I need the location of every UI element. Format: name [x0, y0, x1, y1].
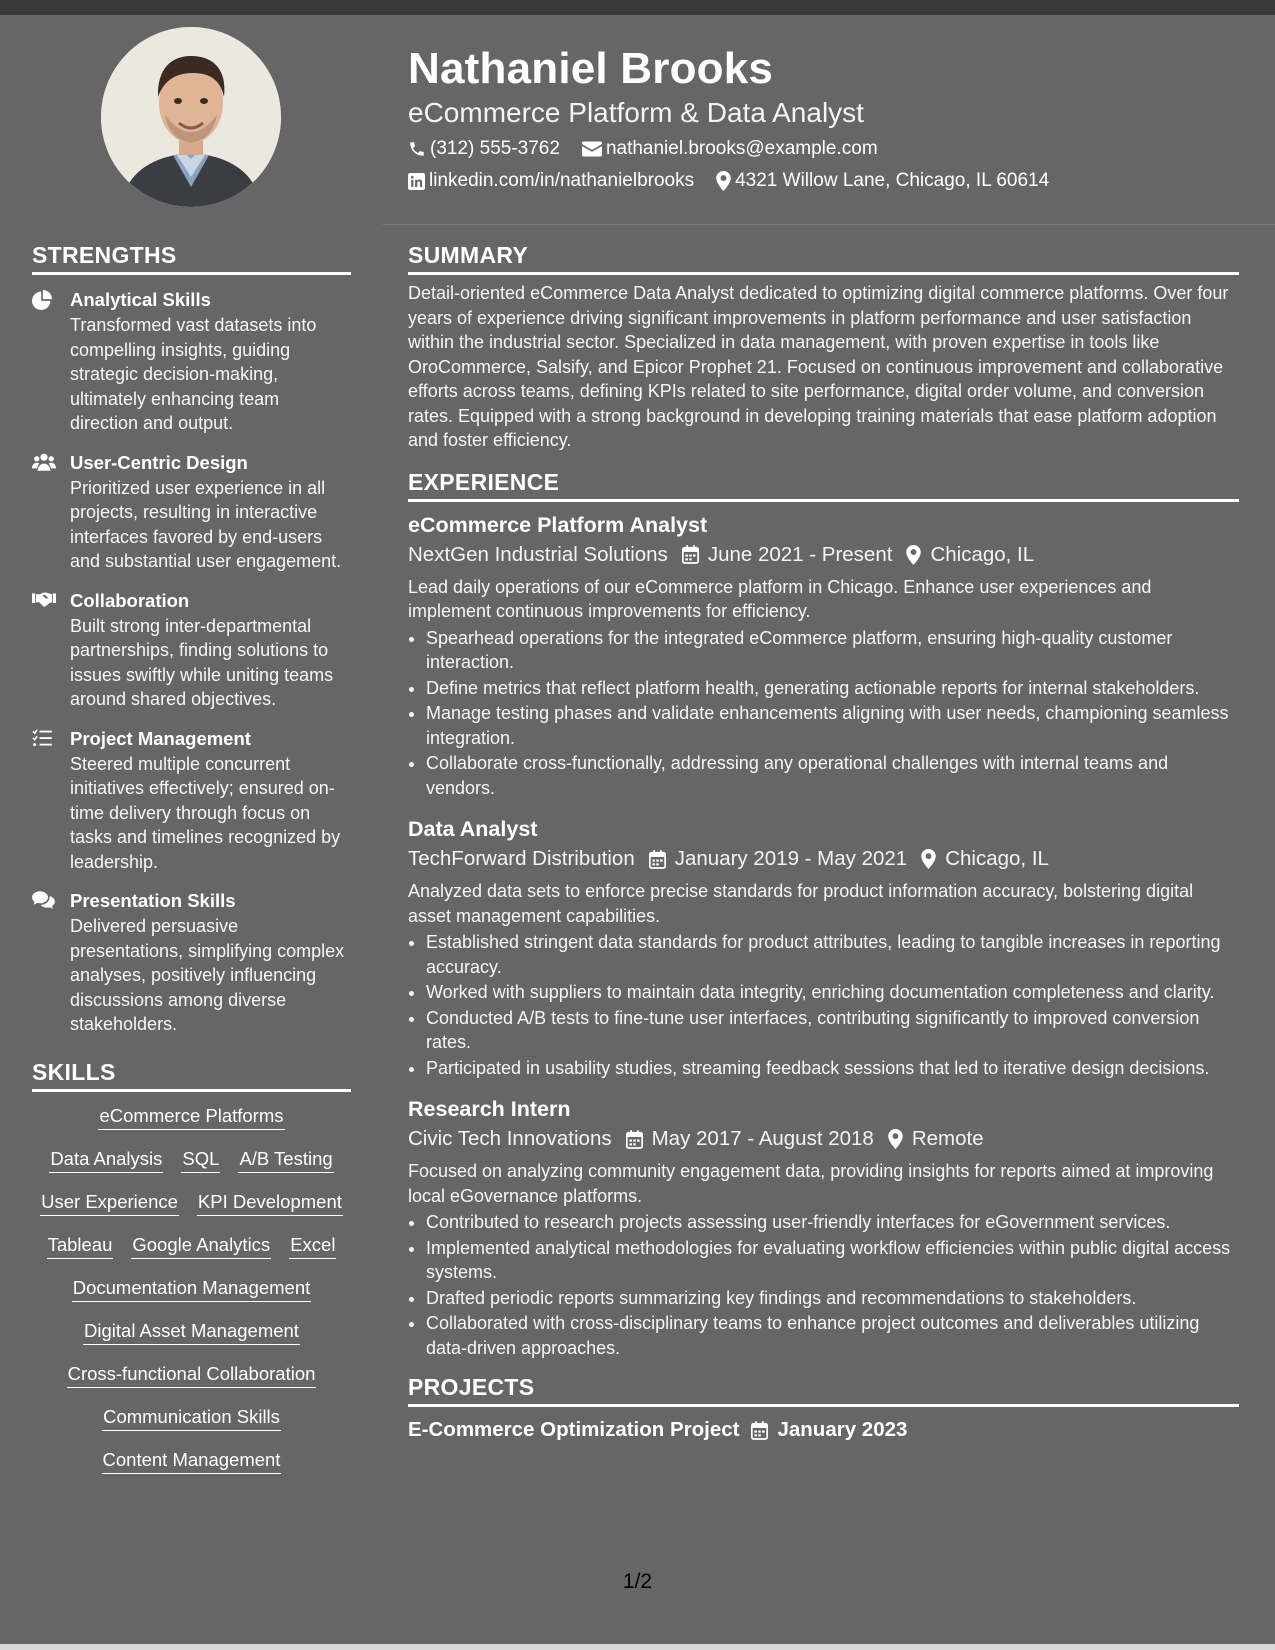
strength-description: Delivered persuasive presentations, simplifying complex analyses, positively influencing discussions among diverse stakeholders.: [70, 916, 345, 1034]
strength-item: [32, 287, 351, 436]
job-title: Data Analyst: [408, 817, 538, 841]
strengths-list: [32, 287, 351, 1037]
job-meta: [408, 844, 1239, 874]
summary-title: SUMMARY: [408, 240, 1239, 275]
job-location: Chicago, IL: [945, 847, 1049, 870]
skills-row: [32, 1233, 351, 1259]
job-bullet: • Implemented analytical methodologies for evaluating workflow efficiencies within public digital access systems.: [426, 1236, 1239, 1285]
job-company: NextGen Industrial Solutions: [408, 542, 668, 566]
skill-tag: Google Analytics: [131, 1233, 271, 1259]
job-bullet: • Established stringent data standards for product attributes, leading to tangible increases in reporting accuracy.: [426, 930, 1239, 979]
skill-tag: Data Analysis: [49, 1147, 163, 1173]
handshake-icon: [32, 591, 56, 607]
map-pin-icon: [716, 171, 731, 191]
skills-row: [32, 1104, 351, 1130]
strength-description: Built strong inter-departmental partnerships, finding solutions to issues swiftly while uniting teams around shared objectives.: [70, 615, 334, 709]
job-dates: May 2017 - August 2018: [651, 1127, 874, 1150]
skill-tag: A/B Testing: [238, 1147, 333, 1173]
calendar-icon: [682, 545, 699, 564]
strength-title: Collaboration: [70, 589, 190, 611]
job-title: Research Intern: [408, 1097, 571, 1121]
email-item[interactable]: [582, 134, 878, 164]
phone-icon: [408, 140, 426, 158]
address-item: [716, 166, 1049, 196]
skill-tag: Digital Asset Management: [83, 1319, 300, 1345]
job-dates-item: [626, 1124, 874, 1154]
job-dates: January 2019 - May 2021: [674, 847, 908, 870]
job-dates: June 2021 - Present: [707, 542, 893, 566]
job-bullet: • Drafted periodic reports summarizing key findings and recommendations to stakeholders.: [426, 1286, 1239, 1311]
pie-chart-icon: [32, 290, 52, 310]
calendar-icon: [626, 1130, 643, 1149]
strength-title: Project Management: [70, 727, 251, 749]
job-meta: [408, 1124, 1239, 1154]
calendar-icon: [649, 850, 666, 869]
job-description: Lead daily operations of our eCommerce platform in Chicago. Enhance user experiences and implement continuous improvements for efficiency.: [408, 576, 1152, 621]
job-bullet: • Spearhead operations for the integrated eCommerce platform, ensuring high-quality customer interaction.: [426, 626, 1239, 675]
strength-item: [32, 450, 351, 574]
summary-text: Detail-oriented eCommerce Data Analyst dedicated to optimizing digital commerce platforms. Over four years of experience driving significant improvements in platform performance and user satisfaction within the industrial sector. Specialized in data management, with proven expertise in tools like OroCommerce, Salsify, and Epicor Prophet 21. Focused on continuous improvement and collaborative efforts across teams, defining KPIs related to site performance, digital order volume, and conversion rates. Equipped with a strong background in developing training materials that ease platform adoption and foster efficiency.: [408, 283, 1229, 450]
job-bullet: • Worked with suppliers to maintain data integrity, enriching documentation completeness and clarity.: [426, 980, 1239, 1005]
strength-title: Presentation Skills: [70, 890, 236, 911]
job-company: TechForward Distribution: [408, 847, 635, 870]
job-entry: [408, 510, 1239, 801]
job-bullet: • Conducted A/B tests to fine-tune user interfaces, contributing significantly to improved conversion rates.: [426, 1006, 1239, 1055]
resume-header: [408, 42, 1238, 196]
skill-tag: Communication Skills: [102, 1405, 281, 1431]
strength-title: Analytical Skills: [70, 289, 211, 310]
strength-description: Prioritized user experience in all projects, resulting in interactive interfaces favored by end-users and substantial user engagement.: [70, 477, 342, 571]
address-text: 4321 Willow Lane, Chicago, IL 60614: [735, 170, 1050, 191]
map-pin-icon: [888, 1129, 903, 1149]
strength-item: [32, 726, 351, 875]
skills-row: [32, 1448, 351, 1474]
candidate-headline: eCommerce Platform & Data Analyst: [408, 97, 864, 128]
project-title: E-Commerce Optimization Project: [408, 1418, 740, 1441]
skill-tag: KPI Development: [197, 1190, 343, 1216]
skills-row: [32, 1319, 351, 1345]
contact-row-2: [408, 166, 1238, 196]
job-location: Chicago, IL: [930, 542, 1035, 566]
skills-list: [32, 1104, 351, 1474]
job-location: Remote: [911, 1127, 984, 1150]
job-bullet: • Contributed to research projects assessing user-friendly interfaces for eGovernment services.: [426, 1210, 1239, 1235]
job-bullets: [408, 930, 1239, 1080]
profile-photo: [101, 27, 281, 207]
job-description: Analyzed data sets to enforce precise standards for product information accuracy, bolstering digital asset management capabilities.: [408, 881, 1194, 926]
skills-row: [32, 1276, 351, 1302]
job-dates-item: [649, 844, 907, 874]
strength-item: [32, 888, 351, 1037]
job-bullet: • Collaborate cross-functionally, addressing any operational challenges with internal teams and vendors.: [426, 751, 1239, 800]
linkedin-text: linkedin.com/in/nathanielbrooks: [429, 170, 695, 191]
job-bullets: [408, 1210, 1239, 1360]
linkedin-item[interactable]: [408, 166, 694, 196]
phone-item[interactable]: [408, 134, 560, 164]
right-column: [408, 240, 1239, 1445]
projects-title: PROJECTS: [408, 1372, 1239, 1407]
strengths-title: STRENGTHS: [32, 240, 351, 275]
skill-tag: Content Management: [102, 1448, 282, 1474]
skill-tag: Cross-functional Collaboration: [67, 1362, 317, 1388]
comments-icon: [32, 891, 56, 909]
job-location-item: [888, 1124, 984, 1154]
job-bullet: • Collaborated with cross-disciplinary teams to enhance project outcomes and deliverables utilizing data-driven approaches.: [426, 1311, 1239, 1360]
job-bullets: [408, 626, 1239, 801]
strength-description: Steered multiple concurrent initiatives effectively; ensured on-time delivery through focus on tasks and timelines recognized by leadership.: [70, 753, 341, 872]
skills-title: SKILLS: [32, 1057, 351, 1092]
job-entry: [408, 814, 1239, 1080]
skill-tag: Excel: [289, 1233, 336, 1259]
job-bullet: • Manage testing phases and validate enhancements aligning with user needs, championing seamless integration.: [426, 701, 1239, 750]
strength-title: User-Centric Design: [70, 451, 248, 473]
skill-tag: Tableau: [47, 1233, 114, 1259]
linkedin-icon: [408, 173, 425, 190]
job-bullet: • Define metrics that reflect platform health, generating actionable reports for internal stakeholders.: [426, 676, 1239, 701]
header-divider: [383, 224, 1275, 225]
job-company: Civic Tech Innovations: [408, 1127, 612, 1150]
skill-tag: User Experience: [40, 1190, 179, 1216]
strength-item: [32, 588, 351, 712]
envelope-icon: [582, 141, 602, 157]
job-location-item: [921, 844, 1049, 874]
skill-tag: SQL: [181, 1147, 220, 1173]
calendar-icon: [751, 1421, 768, 1440]
bottom-strip: [0, 1644, 1275, 1650]
job-entry: [408, 1094, 1239, 1360]
skills-row: [32, 1147, 351, 1173]
skills-row: [32, 1405, 351, 1431]
job-meta: [408, 540, 1239, 570]
job-location-item: [906, 540, 1034, 570]
project-date: January 2023: [777, 1418, 908, 1441]
page-number: 1/2: [622, 1570, 653, 1593]
skill-tag: Documentation Management: [72, 1276, 312, 1302]
users-icon: [32, 453, 56, 471]
job-title: eCommerce Platform Analyst: [408, 512, 708, 537]
list-check-icon: [32, 729, 52, 747]
skills-row: [32, 1362, 351, 1388]
email-text: nathaniel.brooks@example.com: [605, 138, 878, 159]
candidate-name: Nathaniel Brooks: [408, 44, 774, 93]
avatar: [101, 27, 281, 207]
job-description: Focused on analyzing community engagement data, providing insights for reports aimed at improving local eGovernance platforms.: [408, 1161, 1214, 1206]
job-bullet: • Participated in usability studies, streaming feedback sessions that led to iterative design decisions.: [426, 1056, 1239, 1081]
contact-row-1: [408, 134, 1238, 164]
map-pin-icon: [921, 849, 936, 869]
skills-row: [32, 1190, 351, 1216]
job-dates-item: [682, 540, 893, 570]
experience-title: EXPERIENCE: [408, 467, 1239, 502]
top-bar: [0, 0, 1275, 15]
phone-text: (312) 555-3762: [430, 138, 560, 159]
map-pin-icon: [906, 545, 921, 565]
skill-tag: eCommerce Platforms: [98, 1104, 284, 1130]
project-entry: [408, 1415, 1239, 1445]
left-column: [32, 240, 351, 1491]
strength-description: Transformed vast datasets into compelling insights, guiding strategic decision-making, ultimately enhancing team direction and output.: [70, 315, 317, 433]
